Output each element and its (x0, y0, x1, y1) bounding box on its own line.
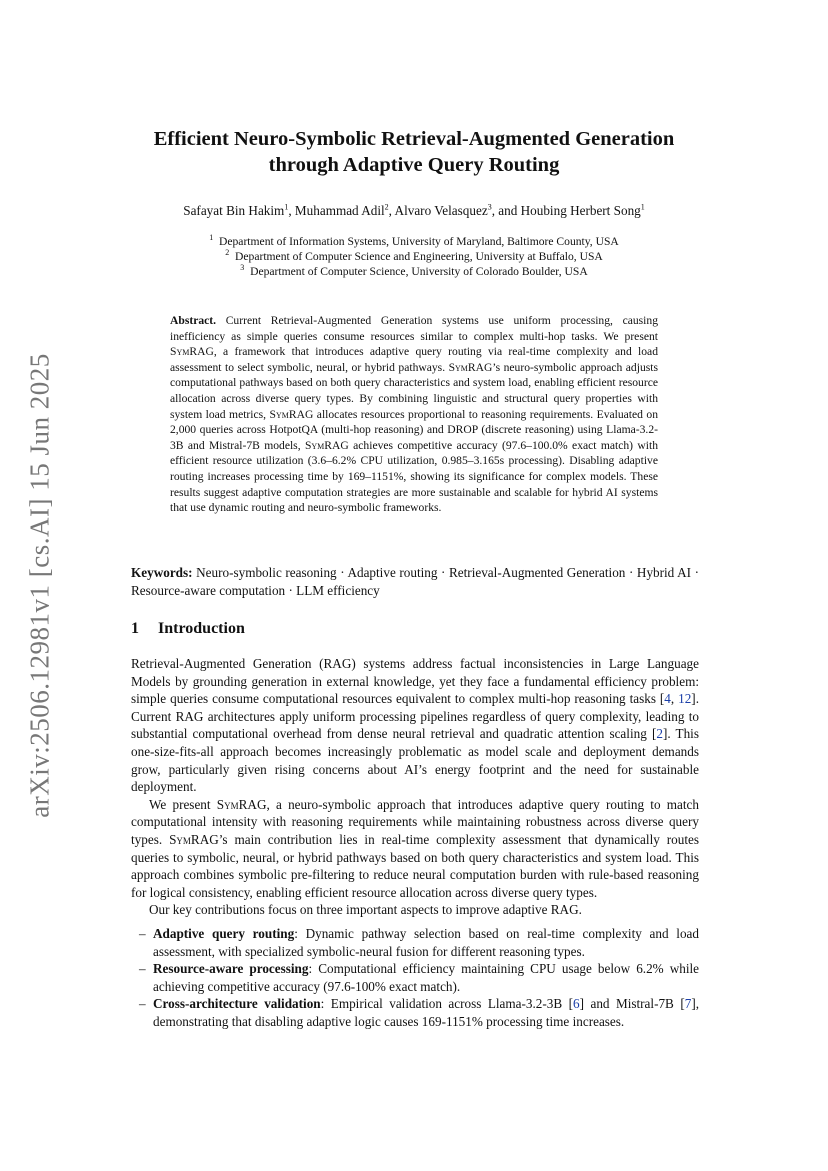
system-name: SymRAG (169, 831, 219, 847)
paragraph: Our key contributions focus on three important aspects to improve adaptive RAG. (149, 902, 582, 918)
system-name: SymRAG (269, 407, 314, 421)
system-name: SymRAG (448, 360, 493, 374)
citation-link[interactable]: 6 (573, 996, 580, 1012)
arxiv-identifier: arXiv:2506.12981v1 [cs.AI] 15 Jun 2025 (24, 352, 55, 818)
section-number: 1 (131, 620, 139, 637)
affiliation-item: $^3$ Department of Computer Science, University of Colorado Boulder, USA (240, 263, 588, 278)
affiliation-item: $^2$ Department of Computer Science and Engineering, University at Buffalo, USA (225, 248, 603, 263)
section-title: Introduction (158, 620, 245, 637)
system-name: SymRAG (170, 345, 214, 359)
contribution-list (131, 925, 699, 1031)
introduction-body (131, 655, 699, 1030)
affiliation-item: $^1$ Department of Information Systems, University of Maryland, Baltimore County, USA (209, 233, 619, 248)
author-affil-mark: 1 (284, 202, 289, 212)
abstract: Abstract. Current Retrieval-Augmented Generation systems use uniform processing, causing inefficiency as simple queries consume resources similar to complex multi-hop tasks. We present SymRAG, a framework that introduces adaptive query routing via real-time complexity and load assessment to select symbolic, neural, or hybrid pathways. SymRAG’s neuro-symbolic approach adjusts computational pathways based on both query characteristics and system load, enabling efficient resource allocation across diverse query types. By combining linguistic and structural query properties with system load metrics, SymRAG allocates resources proportional to reasoning requirements. Evaluated on 2,000 queries across HotpotQA (multi-hop reasoning) and DROP (discrete reasoning) using Llama-3.2-3B and Mistral-7B models, SymRAG achieves competitive accuracy (97.6–100.0% exact match) with efficient resource utilization (3.6–6.2% CPU utilization, 0.985–3.165s processing). Disabling adaptive routing increases processing time by 169–1151%, showing its significance for complex models. These results suggest adaptive computation strategies are more sustainable and scalable for hybrid AI systems that use dynamic routing and neuro-symbolic frameworks. (170, 314, 659, 515)
keywords: Keywords: Neuro-symbolic reasoning · Adaptive routing · Retrieval-Augmented Generation · Hybrid AI · Resource-aware computation · LLM efficiency (131, 565, 699, 598)
system-name: SymRAG (304, 438, 349, 452)
bullet-dash: – (139, 925, 146, 941)
list-item: – Adaptive query routing: Dynamic pathway selection based on real-time complexity and load assessment, with specialized symbolic-neural fusion for different reasoning types. (139, 925, 699, 959)
citation-link[interactable]: 4 (664, 691, 671, 707)
title-line-2: through Adaptive Query Routing (268, 154, 560, 176)
author-affil-mark: 3 (487, 202, 492, 212)
author-name: Houbing Herbert Song (520, 203, 641, 218)
section-heading (131, 620, 245, 638)
system-name: SymRAG (216, 796, 267, 812)
author-affil-mark: 1 (640, 202, 645, 212)
author-name: Safayat Bin Hakim (183, 203, 285, 218)
author-name: Alvaro Velasquez (394, 203, 488, 218)
bullet-dash: – (139, 961, 146, 977)
citation-link[interactable]: 12 (678, 691, 692, 707)
title-line-1: Efficient Neuro-Symbolic Retrieval-Augmented Generation (153, 128, 675, 150)
citation-link[interactable]: 2 (656, 726, 663, 742)
paragraph: Retrieval-Augmented Generation (RAG) systems address factual inconsistencies in Large Language Models by grounding generation in external knowledge, yet they face a fundamental efficiency problem: simple queries consume computational resources equivalent to complex multi-hop reasoning tasks [4, 12]. Current RAG architectures apply uniform processing pipelines regardless of query complexity, leading to substantial computational overhead from dense neural retrieval and quadratic attention scaling [2]. This one-size-fits-all approach becomes increasingly problematic as model scale and deployment demands grow, particularly given rising concerns about AI’s energy footprint and the need for sustainable deployment. (131, 656, 699, 795)
author-affil-mark: 2 (384, 202, 389, 212)
author-name: Muhammad Adil (294, 203, 385, 218)
affiliation-list (80, 234, 748, 279)
citation-link[interactable]: 7 (684, 996, 692, 1012)
arxiv-side-label (16, 345, 64, 825)
list-item: – Cross-architecture validation: Empirical validation across Llama-3.2-3B [6] and Mistral-7B [7], demonstrating that disabling adaptive logic causes 169-1151% processing time increases. (139, 996, 700, 1029)
paragraph: We present SymRAG, a neuro-symbolic approach that introduces adaptive query routing to match computational intensity with reasoning requirements while maintaining robustness across diverse query types. SymRAG’s main contribution lies in real-time complexity assessment that dynamically routes queries to symbolic, neural, or hybrid pathways based on both query characteristics and system load. This approach combines symbolic pre-filtering to reduce neural computation burden with rule-based reasoning for logical consistency, enabling efficient resource allocation across diverse query types. (131, 796, 699, 900)
author-list: Safayat Bin Hakim$^1$, Muhammad Adil$^2$, Alvaro Velasquez$^3$, and Houbing Herbert Song$^1$ (183, 202, 645, 218)
keywords-label: Keywords: (131, 565, 193, 580)
abstract-label: Abstract. (170, 314, 217, 327)
paper-title (80, 126, 748, 178)
list-item: – Resource-aware processing: Computational efficiency maintaining CPU usage below 6.2% while achieving competitive accuracy (97.6-100% exact match). (139, 961, 699, 994)
bullet-dash: – (139, 996, 146, 1012)
